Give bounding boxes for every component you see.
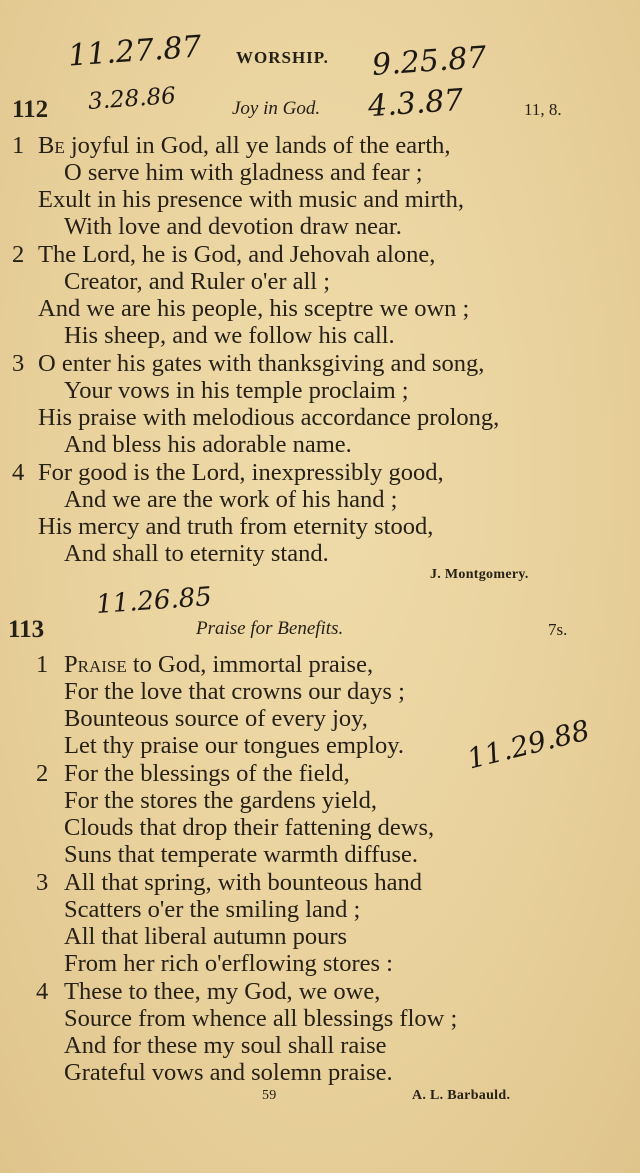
hymn-112-meter: 11, 8. xyxy=(524,100,562,119)
hymn-line: And bless his adorable name. xyxy=(64,431,352,458)
hymn-line: Praise to God, immortal praise, xyxy=(64,651,374,678)
hymn-113-title: Praise for Benefits. xyxy=(196,618,344,639)
verse-number: 2 xyxy=(12,241,25,268)
hymn-line: For the stores the gardens yield, xyxy=(64,787,377,814)
hymn-line: For the blessings of the field, xyxy=(64,760,350,787)
hymn-line: His sheep, and we follow his call. xyxy=(64,322,395,349)
handwritten-note-hymn112-right: 4.3.87 xyxy=(366,82,465,125)
hymn-line: Clouds that drop their fattening dews, xyxy=(64,814,435,841)
hymn-line: Suns that temperate warmth diffuse. xyxy=(64,841,419,868)
hymn-line: Bounteous source of every joy, xyxy=(64,705,368,732)
hymn-line: O serve him with gladness and fear ; xyxy=(64,159,423,186)
verse-number: 4 xyxy=(36,978,49,1005)
verse-number: 1 xyxy=(36,651,49,678)
hymn-line: For good is the Lord, inexpressibly good, xyxy=(38,459,444,486)
handwritten-note-hymn113: 11.26.85 xyxy=(95,581,213,621)
hymn-line: O enter his gates with thanksgiving and song, xyxy=(38,350,485,377)
hymn-line: Grateful vows and solemn praise. xyxy=(64,1059,393,1086)
running-header: WORSHIP. xyxy=(236,48,329,67)
hymn-line: Let thy praise our tongues employ. xyxy=(64,732,404,759)
hymn-line: His praise with melodious accordance prolong, xyxy=(38,404,500,431)
hymn-112-title: Joy in God. xyxy=(232,98,321,119)
hymn-line: And we are his people, his sceptre we own ; xyxy=(38,295,470,322)
hymn-113-author: A. L. Barbauld. xyxy=(412,1088,511,1103)
hymn-113-meter: 7s. xyxy=(548,620,568,639)
verse-number: 3 xyxy=(36,869,49,896)
hymn-line: And shall to eternity stand. xyxy=(64,540,329,567)
hymn-line: And we are the work of his hand ; xyxy=(64,486,398,513)
verse-number: 3 xyxy=(12,350,25,377)
handwritten-note-hymn112-left: 3.28.86 xyxy=(87,82,177,116)
hymn-112-number: 112 xyxy=(12,96,49,123)
hymn-line: Creator, and Ruler o'er all ; xyxy=(64,268,331,295)
hymn-line: All that spring, with bounteous hand xyxy=(64,869,422,896)
handwritten-note-top-left: 11.27.87 xyxy=(66,29,203,74)
hymn-first-word: Praise xyxy=(64,651,127,678)
hymn-line: Be joyful in God, all ye lands of the earth, xyxy=(38,132,451,159)
handwritten-note-top-right: 9.25.87 xyxy=(370,40,488,83)
hymn-line: His mercy and truth from eternity stood, xyxy=(38,513,434,540)
hymn-line: For the love that crowns our days ; xyxy=(64,678,405,705)
hymn-line: These to thee, my God, we owe, xyxy=(64,978,381,1005)
hymn-line: With love and devotion draw near. xyxy=(64,213,402,240)
hymn-line: Source from whence all blessings flow ; xyxy=(64,1005,458,1032)
verse-number: 4 xyxy=(12,459,25,486)
verse-number: 2 xyxy=(36,760,49,787)
hymn-line: Your vows in his temple proclaim ; xyxy=(64,377,409,404)
hymn-line: Exult in his presence with music and mirth, xyxy=(38,186,464,213)
hymn-line: From her rich o'erflowing stores : xyxy=(64,950,393,977)
verse-number: 1 xyxy=(12,132,25,159)
handwritten-note-margin-right: 11.29.88 xyxy=(463,713,593,776)
hymn-first-word: Be xyxy=(38,132,65,159)
hymn-line: Scatters o'er the smiling land ; xyxy=(64,896,361,923)
hymn-line: And for these my soul shall raise xyxy=(64,1032,387,1059)
hymn-112-author: J. Montgomery. xyxy=(430,567,529,582)
hymn-113-number: 113 xyxy=(8,616,45,643)
hymn-line: All that liberal autumn pours xyxy=(64,923,348,950)
page-number: 59 xyxy=(262,1088,277,1103)
hymn-line: The Lord, he is God, and Jehovah alone, xyxy=(38,241,436,268)
